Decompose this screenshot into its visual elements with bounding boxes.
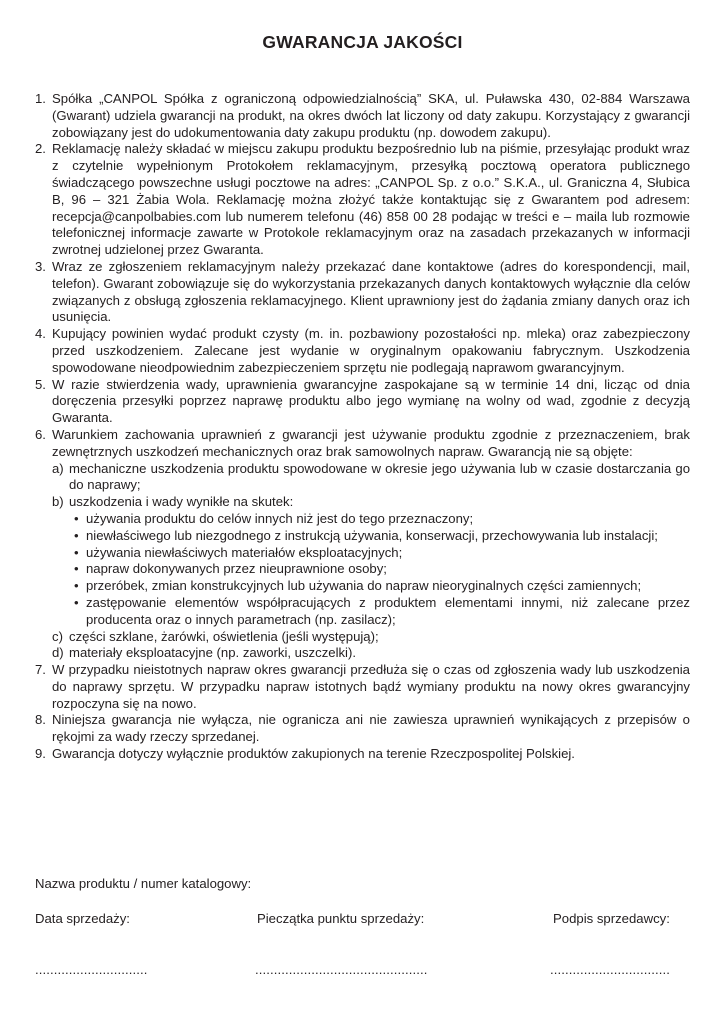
exclusion-c [52,629,690,646]
bullet-icon: • [74,578,79,594]
bullet-icon: • [74,527,79,543]
term-number: 9. [35,746,46,762]
term-item-5 [35,377,690,427]
bullet-text: używania niewłaściwych materiałów eksploatacyjnych; [86,544,403,560]
exclusion-text: części szklane, żarówki, oświetlenia (jeśli występują); [69,628,379,644]
exclusion-label: c) [52,628,63,644]
exclusion-b-bullet [74,561,690,578]
term-number: 4. [35,326,46,342]
term-number: 7. [35,662,46,678]
term-text: W razie stwierdzenia wady, uprawnienia gwarancyjne zaspokajane są w terminie 14 dni, licząc od dnia doręczenia przesyłki poprzez naprawę produktu albo jego wymianę na wolny od wad, zgodnie z decyzją Gwaranta. [52,376,690,426]
bullet-icon: • [74,594,79,610]
document-title: GWARANCJA JAKOŚCI [262,32,463,52]
term-text: Niniejsza gwarancja nie wyłącza, nie ogranicza ani nie zawiesza uprawnień wynikających z przepisów o rękojmi za wady rzeczy sprzedanej. [52,712,690,745]
term-item-4 [35,326,690,376]
exclusion-a [52,461,690,495]
exclusion-label: b) [52,494,64,510]
term-number: 5. [35,376,46,392]
bullet-text: przeróbek, zmian konstrukcyjnych lub używania do napraw nieoryginalnych części zamiennych; [86,578,642,594]
exclusion-b-bullet [74,528,690,545]
bullet-text: niewłaściwego lub niezgodnego z instrukcją używania, konserwacji, przechowywania lub instalacji; [86,527,658,543]
term-item-2 [35,141,690,259]
bullet-icon: • [74,544,79,560]
exclusion-b-bullet [74,511,690,528]
term-item-6 [35,427,690,662]
term-item-1 [35,91,690,141]
signature-label: Podpis sprzedawcy: [553,911,670,926]
exclusion-text: mechaniczne uszkodzenia produktu spowodowane w okresie jego używania lub w czasie dostarczania go do naprawy; [69,460,690,493]
term-text: Spółka „CANPOL Spółka z ograniczoną odpowiedzialnością” SKA, ul. Puławska 430, 02-884 Warszawa (Gwarant) udziela gwarancji na produkt, na okres dwóch lat liczony od daty zakupu. Korzystający z gwarancji zobowiązany jest do udokumentowania daty zakupu produktu (np. dowodem zakupu). [52,91,690,140]
term-text: Reklamację należy składać w miejscu zakupu produktu bezpośrednio lub na piśmie, przesyłając produkt wraz z czytelnie wypełnionym Protokołem reklamacyjnym, przesyłką pocztową operatora publicznego świadczącego powszechne usługi pocztowe na adres: „CANPOL Sp. z o.o.” S.K.A., ul. Graniczna 4, Słubica B, 96 – 321 Żabia Wola. Reklamację można złożyć także kontaktując się z Gwarantem pod adresem: recepcja@canpolbabies.com lub numerem telefonu (46) 858 00 28 podając w treści e – maila lub rozmowie telefonicznej informacje zawarte w Protokole reklamacyjnym oraz na zasadach przekazanych w informacji zwrotnej udzielonej przez Gwaranta. [52,141,690,258]
exclusion-b-bullet [74,578,690,595]
exclusion-label: d) [52,645,64,661]
term-number: 8. [35,712,46,728]
stamp-label: Pieczątka punktu sprzedaży: [257,911,425,926]
term-text: Gwarancja dotyczy wyłącznie produktów zakupionych na terenie Rzeczpospolitej Polskiej. [52,746,575,762]
exclusion-b-bullet [74,595,690,629]
term-number: 2. [35,141,46,157]
exclusion-text: materiały eksploatacyjne (np. zaworki, uszczelki). [69,645,357,661]
term-text: Warunkiem zachowania uprawnień z gwarancji jest używanie produktu zgodnie z przeznaczeniem, brak zewnętrznych uszkodzeń mechanicznych oraz brak samowolnych napraw. Gwarancją nie są objęte: [52,426,690,459]
sale-date-label: Data sprzedaży: [35,911,130,926]
bullet-icon: • [74,561,79,577]
sale-date-field[interactable]: .............................. [35,962,148,977]
exclusion-d [52,645,690,662]
term-text: Kupujący powinien wydać produkt czysty (m. in. pozbawiony pozostałości np. mleka) oraz zabezpieczony przed uszkodzeniem. Zalecane jest wydanie w oryginalnym opakowaniu fabrycznym. Uszkodzenia spowodowane nieodpowiednim zabezpieczeniem sprzętu nie podlegają naprawom gwarancyjnym. [52,326,690,375]
term-item-7 [35,662,690,712]
signature-field[interactable]: ................................ [550,962,671,977]
exclusion-b [52,494,690,511]
term-item-9 [35,746,690,763]
exclusion-label: a) [52,460,64,476]
bullet-text: używania produktu do celów innych niż jest do tego przeznaczony; [86,510,474,526]
bullet-icon: • [74,510,79,526]
exclusion-text: uszkodzenia i wady wynikłe na skutek: [69,494,294,510]
term-item-3 [35,259,690,326]
bullet-text: napraw dokonywanych przez nieuprawnione osoby; [86,561,387,577]
warranty-terms [35,91,690,763]
bullet-text: zastępowanie elementów współpracujących z produktem elementami innymi, niż zalecane przez producenta oraz o innych parametrach (np. zasilacz); [86,594,690,627]
term-number: 6. [35,426,46,442]
product-name-label: Nazwa produktu / numer katalogowy: [35,876,252,891]
term-number: 3. [35,258,46,274]
term-item-8 [35,712,690,746]
term-text: W przypadku nieistotnych napraw okres gwarancji przedłuża się o czas od zgłoszenia wady lub uszkodzenia do naprawy sprzętu. W przypadku napraw istotnych bądź wymiany produktu na nowy okres gwarancyjny rozpoczyna się na nowo. [52,662,690,711]
stamp-field[interactable]: .............................................. [255,962,428,977]
exclusion-b-bullet [74,545,690,562]
term-number: 1. [35,91,46,106]
term-text: Wraz ze zgłoszeniem reklamacyjnym należy przekazać dane kontaktowe (adres do korespondencji, mail, telefon). Gwarant zobowiązuje się do wykorzystania przekazanych danych kontaktowych wyłącznie dla celów związanych z obsługą zgłoszenia reklamacyjnego. Klient uprawniony jest do żądania zmiany danych oraz ich usunięcia. [52,258,690,325]
